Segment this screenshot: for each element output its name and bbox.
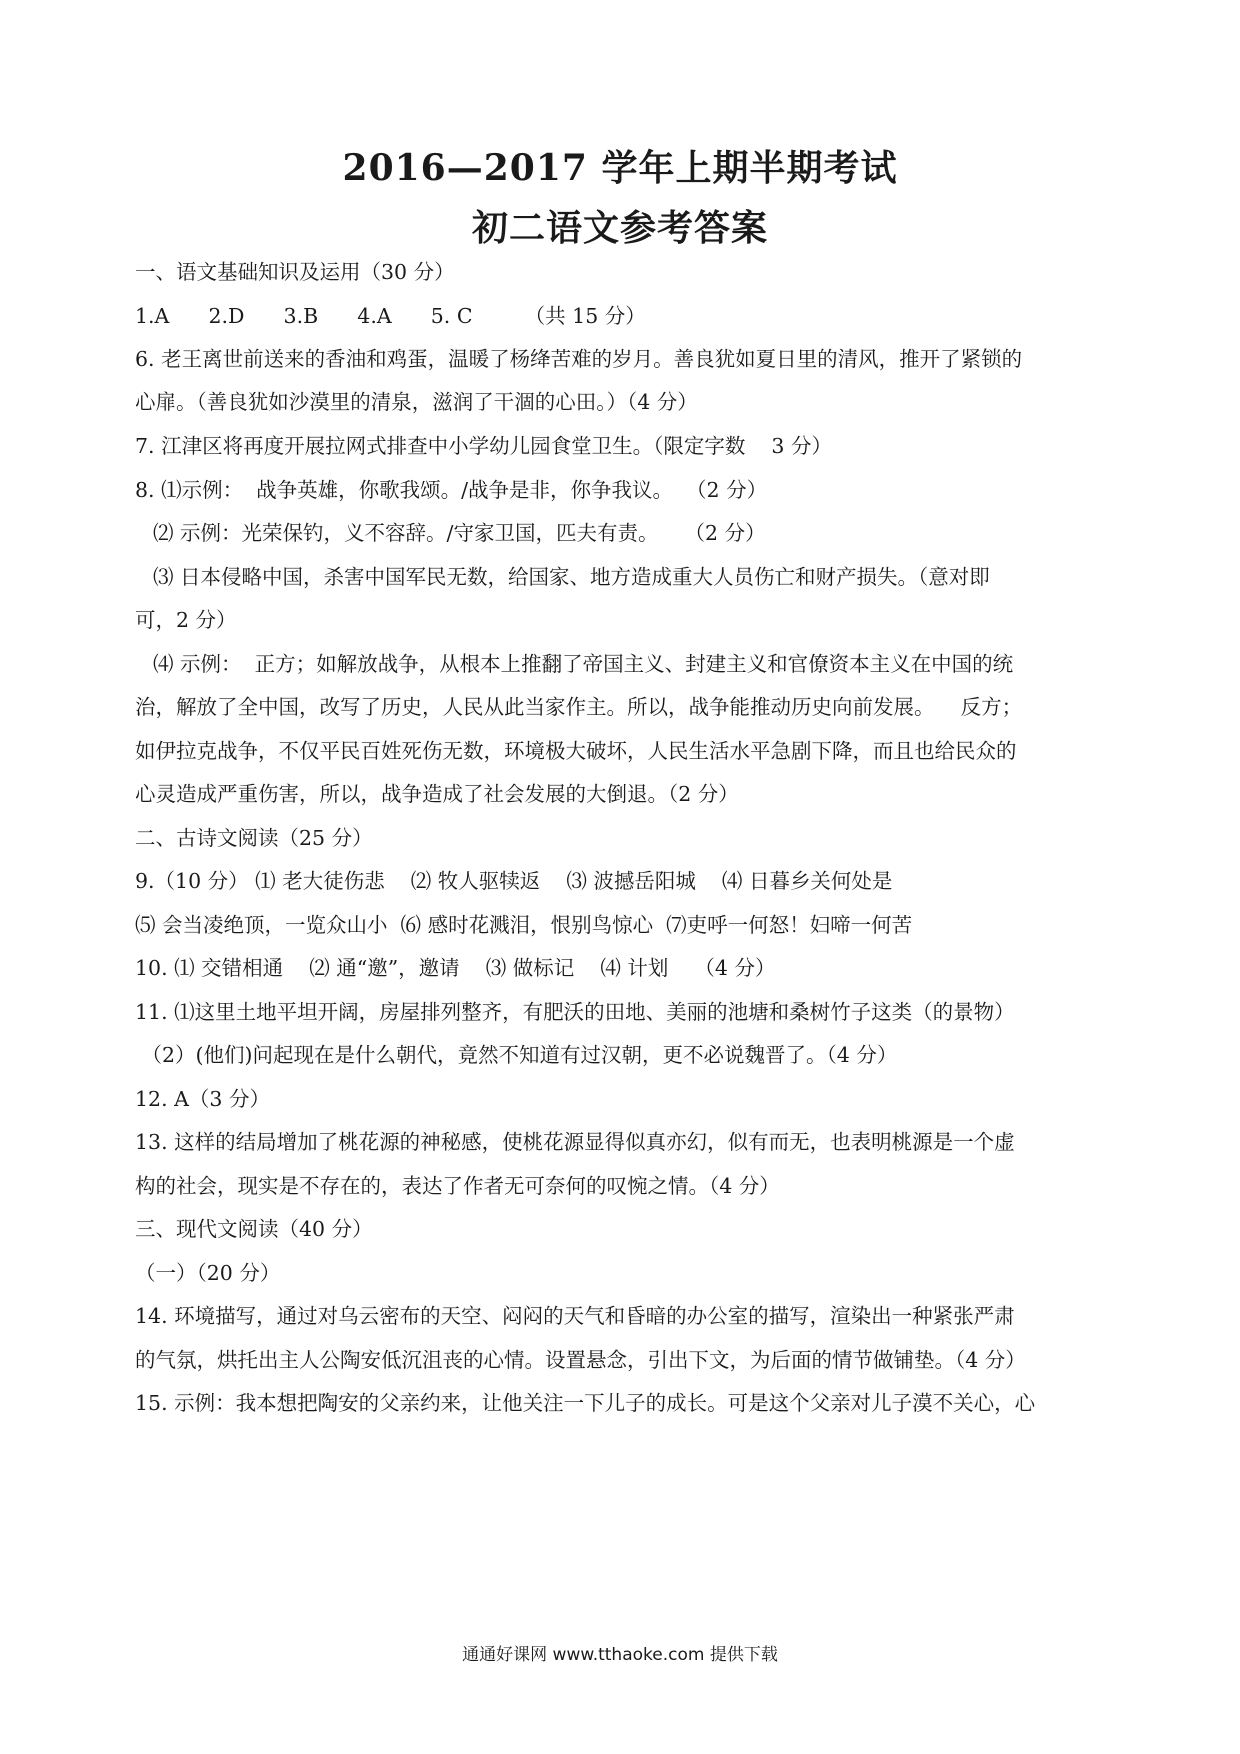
answer-line: 可，2 分） [135,608,237,632]
footer-credit: 通通好课网 www.tthaoke.com 提供下载 [462,1645,778,1665]
answer-line: 如伊拉克战争，不仅平民百姓死伤无数，环境极大破坏，人民生活水平急剧下降，而且也给民众的 [135,739,1017,763]
answer-line: 11. ⑴这里土地平坦开阔，房屋排列整齐，有肥沃的田地、美丽的池塘和桑树竹子这类（的景物） [135,1000,1015,1024]
answer-line: 10. ⑴ 交错相通 ⑵ 通“邀”，邀请 ⑶ 做标记 ⑷ 计划 （4 分） [135,956,776,980]
answer-line: 构的社会，现实是不存在的，表达了作者无可奈何的叹惋之情。（4 分） [135,1174,780,1198]
section-heading: 一、语文基础知识及运用（30 分） [135,260,455,284]
section-heading: 二、古诗文阅读（25 分） [135,826,373,850]
answer-line: （2）(他们)问起现在是什么朝代，竟然不知道有过汉朝，更不必说魏晋了。（4 分） [135,1043,898,1067]
section-heading: 三、现代文阅读（40 分） [135,1217,373,1241]
answer-line: 8. ⑴示例： 战争英雄，你歌我颂。/战争是非，你争我议。 （2 分） [135,478,768,502]
answer-line: ⑵ 示例：光荣保钓，义不容辞。/守家卫国，匹夫有责。 （2 分） [140,521,766,545]
answer-line: 治，解放了全中国，改写了历史，人民从此当家作主。所以，战争能推动历史向前发展。 反方； [135,695,1023,719]
answer-line: 15. 示例：我本想把陶安的父亲约来，让他关注一下儿子的成长。可是这个父亲对儿子漠不关心，心 [135,1391,1036,1415]
answer-line: 的气氛，烘托出主人公陶安低沉沮丧的心情。设置悬念，引出下文，为后面的情节做铺垫。（4 分） [135,1348,1026,1372]
answer-line: 14. 环境描写，通过对乌云密布的天空、闷闷的天气和昏暗的办公室的描写，渲染出一种紧张严肃 [135,1304,1015,1328]
subsection-heading: （一）（20 分） [135,1261,281,1285]
answer-line: 13. 这样的结局增加了桃花源的神秘感，使桃花源显得似真亦幻，似有而无，也表明桃源是一个虚 [135,1130,1015,1154]
answer-line: ⑸ 会当凌绝顶，一览众山小 ⑹ 感时花溅泪，恨别鸟惊心 ⑺吏呼一何怒！妇啼一何苦 [135,913,913,937]
answer-line: 6. 老王离世前送来的香油和鸡蛋，温暖了杨绛苦难的岁月。善良犹如夏日里的清风，推开了紧锁的 [135,347,1023,371]
answer-line: 心扉。（善良犹如沙漠里的清泉，滋润了干涸的心田。）（4 分） [135,390,698,414]
answer-line: 1.A 2.D 3.B 4.A 5. C （共 15 分） [135,304,646,328]
answer-line: ⑶ 日本侵略中国，杀害中国军民无数，给国家、地方造成重大人员伤亡和财产损失。（意对即 [140,565,990,589]
answer-line: 12. A（3 分） [135,1087,270,1111]
document-subtitle: 初二语文参考答案 [471,207,768,249]
answer-line: ⑷ 示例： 正方；如解放战争，从根本上推翻了帝国主义、封建主义和官僚资本主义在中国的统 [140,652,1014,676]
document-title: 2016—2017 学年上期半期考试 [342,147,898,189]
answer-line: 9.（10 分） ⑴ 老大徒伤悲 ⑵ 牧人驱犊返 ⑶ 波撼岳阳城 ⑷ 日暮乡关何处是 [135,869,893,893]
answer-line: 心灵造成严重伤害，所以，战争造成了社会发展的大倒退。（2 分） [135,782,739,806]
answer-line: 7. 江津区将再度开展拉网式排查中小学幼儿园食堂卫生。（限定字数 3 分） [135,434,832,458]
